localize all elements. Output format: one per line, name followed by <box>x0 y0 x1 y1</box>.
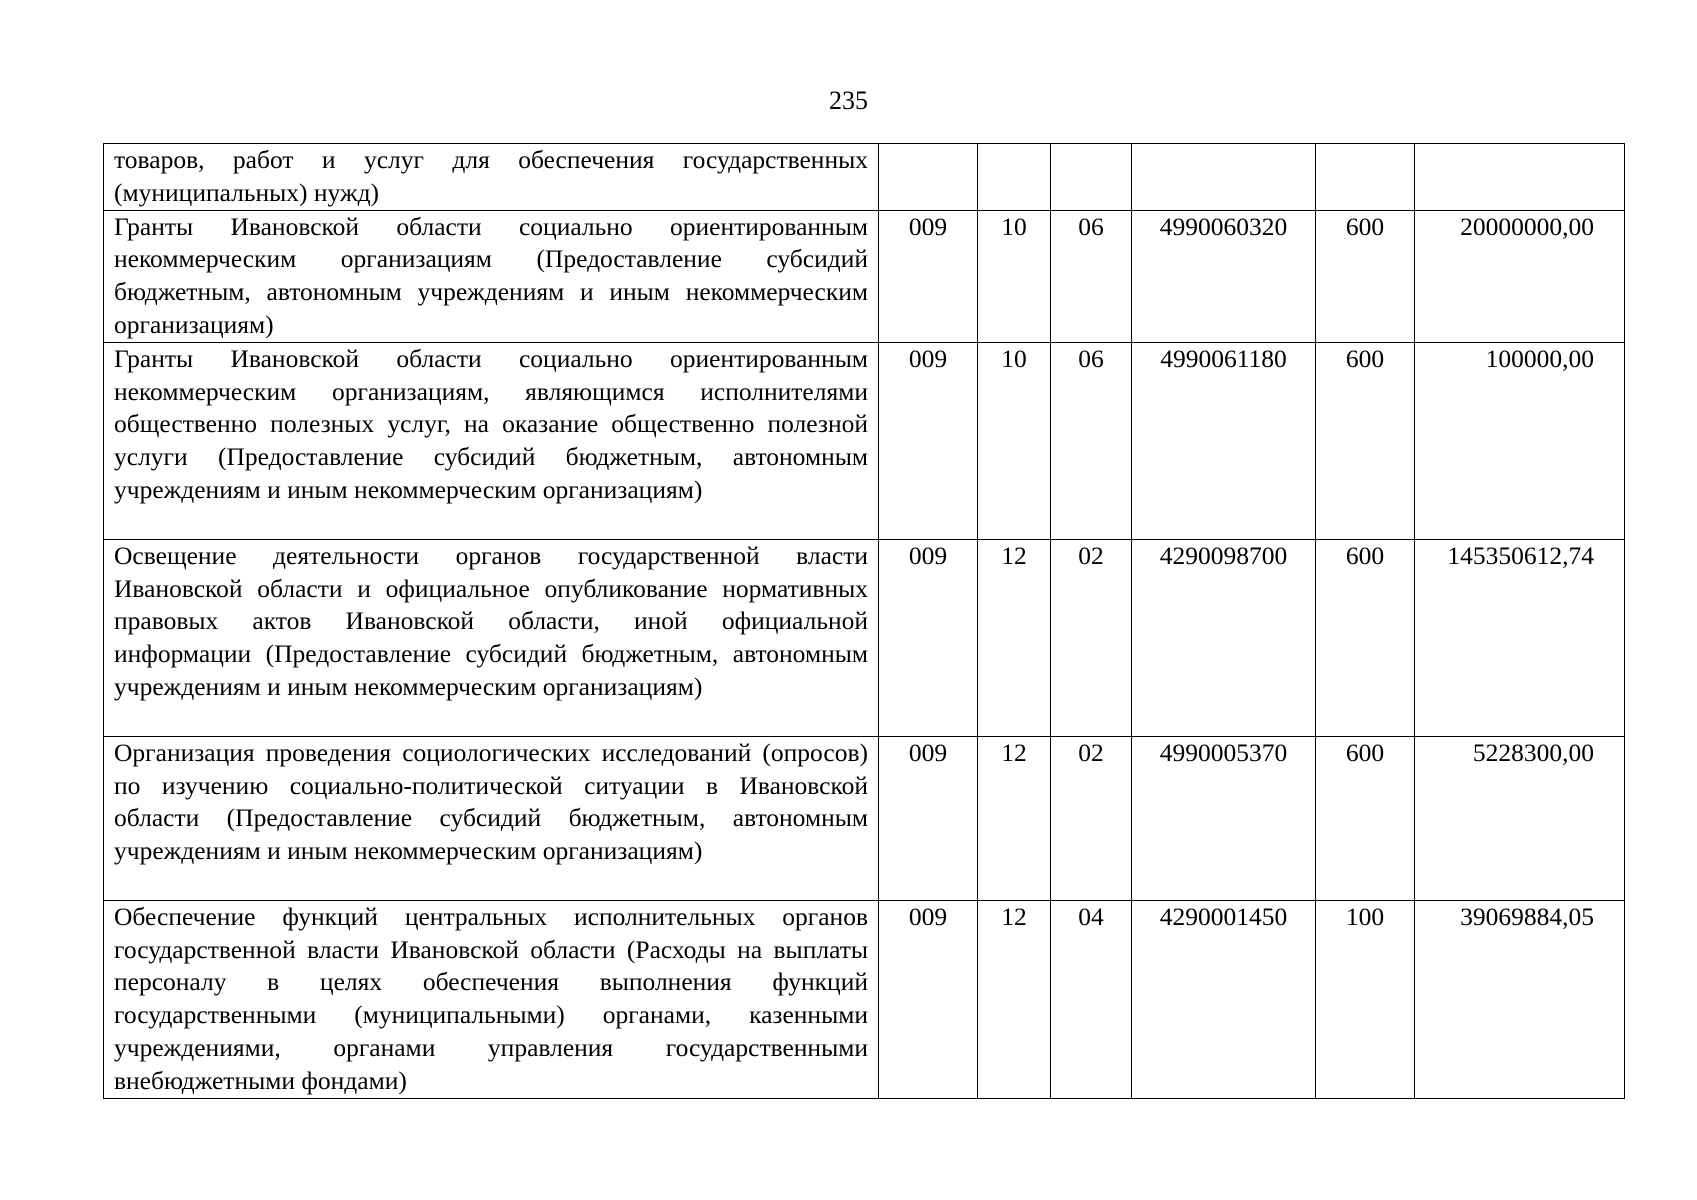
row-subsection-code <box>1051 144 1132 211</box>
row-expense-type-code: 600 <box>1316 342 1415 539</box>
row-target-item-code <box>1132 144 1316 211</box>
row-target-item-code: 4990060320 <box>1132 210 1316 342</box>
row-description: Гранты Ивановской области социально ориентированным некоммерческим организациям, являющимся исполнителями общественно полезных услуг, на оказание общественно полезной услуги (Предоставление субсидий бюджетным, автономным учреждениям и иным некоммерческим организациям) <box>104 342 879 539</box>
row-section-code: 12 <box>978 900 1051 1098</box>
row-target-item-code: 4290001450 <box>1132 900 1316 1098</box>
budget-table <box>103 143 1625 1099</box>
row-department-code: 009 <box>879 900 978 1098</box>
row-target-item-code: 4990061180 <box>1132 342 1316 539</box>
row-amount: 145350612,74 <box>1415 539 1625 736</box>
row-expense-type-code <box>1316 144 1415 211</box>
row-amount: 100000,00 <box>1415 342 1625 539</box>
table-row <box>104 900 1625 1098</box>
row-amount: 5228300,00 <box>1415 736 1625 900</box>
row-description: Освещение деятельности органов государственной власти Ивановской области и официальное опубликование нормативных правовых актов Ивановской области, иной официальной информации (Предоставление субсидий бюджетным, автономным учреждениям и иным некоммерческим организациям) <box>104 539 879 736</box>
row-target-item-code: 4990005370 <box>1132 736 1316 900</box>
table-row <box>104 210 1625 342</box>
table-row <box>104 736 1625 900</box>
table-row <box>104 539 1625 736</box>
page-number: 235 <box>829 86 868 115</box>
row-subsection-code: 06 <box>1051 210 1132 342</box>
row-description: Организация проведения социологических исследований (опросов) по изучению социально-политической ситуации в Ивановской области (Предоставление субсидий бюджетным, автономным учреждениям и иным некоммерческим организациям) <box>104 736 879 900</box>
table-row <box>104 144 1625 211</box>
row-expense-type-code: 100 <box>1316 900 1415 1098</box>
row-section-code <box>978 144 1051 211</box>
row-section-code: 10 <box>978 342 1051 539</box>
row-expense-type-code: 600 <box>1316 210 1415 342</box>
row-expense-type-code: 600 <box>1316 736 1415 900</box>
row-subsection-code: 02 <box>1051 539 1132 736</box>
row-description: Гранты Ивановской области социально ориентированным некоммерческим организациям (Предоставление субсидий бюджетным, автономным учреждениям и иным некоммерческим организациям) <box>104 210 879 342</box>
table-row <box>104 342 1625 539</box>
row-subsection-code: 06 <box>1051 342 1132 539</box>
row-amount: 20000000,00 <box>1415 210 1625 342</box>
row-section-code: 12 <box>978 736 1051 900</box>
row-department-code: 009 <box>879 736 978 900</box>
row-amount: 39069884,05 <box>1415 900 1625 1098</box>
row-department-code: 009 <box>879 342 978 539</box>
row-department-code: 009 <box>879 539 978 736</box>
row-target-item-code: 4290098700 <box>1132 539 1316 736</box>
row-description: товаров, работ и услуг для обеспечения государственных (муниципальных) нужд) <box>104 144 879 211</box>
row-section-code: 12 <box>978 539 1051 736</box>
row-subsection-code: 02 <box>1051 736 1132 900</box>
row-department-code <box>879 144 978 211</box>
row-expense-type-code: 600 <box>1316 539 1415 736</box>
row-department-code: 009 <box>879 210 978 342</box>
row-section-code: 10 <box>978 210 1051 342</box>
row-subsection-code: 04 <box>1051 900 1132 1098</box>
row-amount <box>1415 144 1625 211</box>
row-description: Обеспечение функций центральных исполнительных органов государственной власти Ивановской области (Расходы на выплаты персоналу в целях обеспечения выполнения функций государственными (муниципальными) органами, казенными учреждениями, органами управления государственными внебюджетными фондами) <box>104 900 879 1098</box>
